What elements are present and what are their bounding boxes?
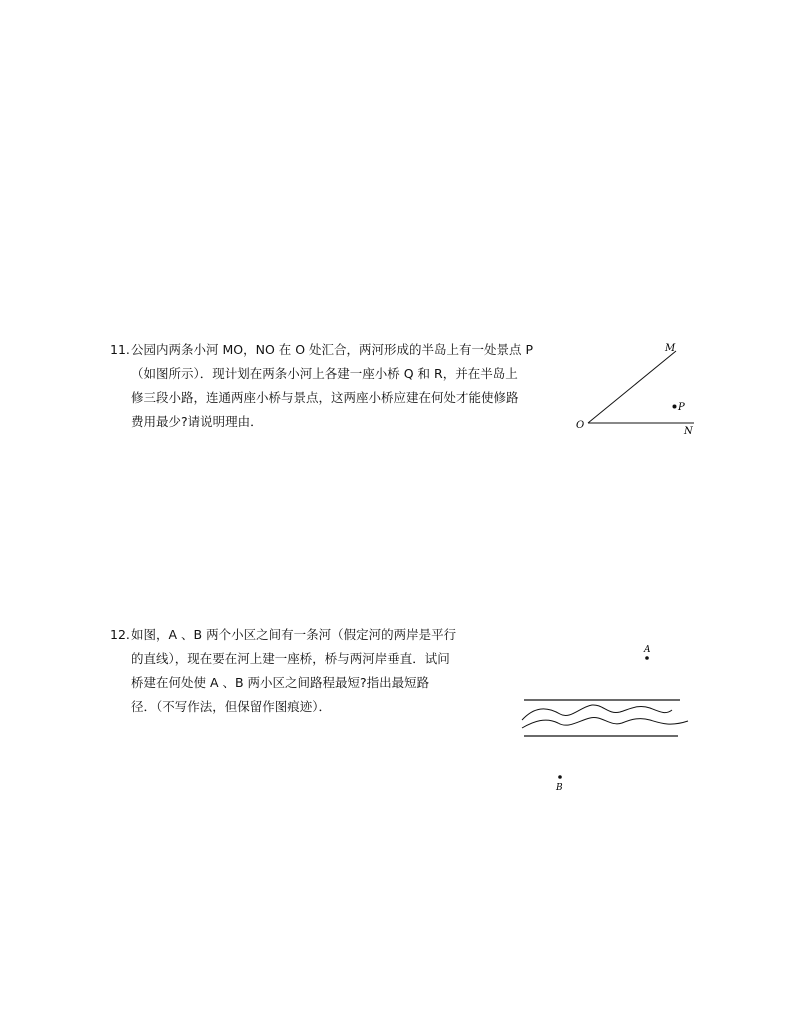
text-line: 修三段小路，连通两座小桥与景点，这两座小桥应建在何处才能使修路	[131, 390, 519, 405]
label-o: O	[576, 420, 585, 431]
problem-text	[131, 623, 510, 719]
problem-number: 11.	[110, 342, 130, 357]
problem-number: 12.	[110, 627, 130, 642]
label-m: M	[665, 343, 676, 354]
problem-12	[110, 623, 510, 719]
point-a	[645, 656, 649, 660]
problem-text	[131, 338, 570, 434]
text-line: 如图，A 、B 两个小区之间有一条河（假定河的两岸是平行	[131, 627, 457, 642]
text-line: 径．（不写作法，但保留作图痕迹）．	[131, 699, 332, 714]
angle-figure	[570, 335, 700, 445]
text-line: 费用最少?请说明理由．	[131, 414, 263, 429]
problem-11	[110, 338, 570, 434]
label-n: N	[684, 426, 693, 437]
text-line: 的直线），现在要在河上建一座桥，桥与两河岸垂直．试问	[131, 651, 450, 666]
point-b	[558, 775, 562, 779]
river-wave-bottom	[522, 718, 688, 728]
ray-om	[588, 351, 676, 423]
label-b: B	[556, 783, 563, 793]
text-line: 公园内两条小河 MO，NO 在 O 处汇合，两河形成的半岛上有一处景点 P	[131, 342, 534, 357]
text-line: 桥建在何处使 A 、B 两小区之间路程最短?指出最短路	[131, 675, 430, 690]
text-line: （如图所示）．现计划在两条小河上各建一座小桥 Q 和 R，并在半岛上	[131, 366, 518, 381]
label-a: A	[644, 645, 651, 655]
river-figure	[510, 635, 700, 800]
label-p: P	[678, 402, 685, 413]
point-p	[673, 405, 677, 409]
